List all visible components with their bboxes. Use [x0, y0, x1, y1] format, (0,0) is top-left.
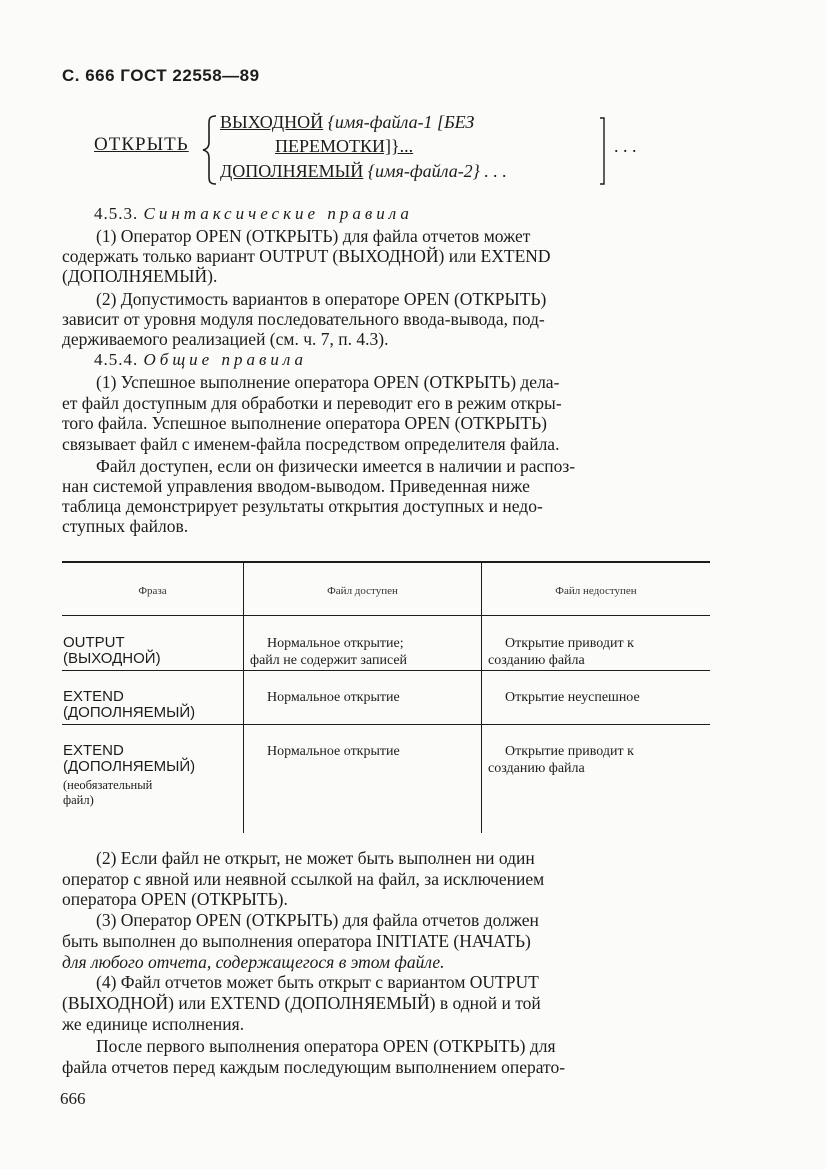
- table-row-2-unavailable: Открытие неуспешное: [505, 690, 640, 705]
- section-454-number: 4.5.4.: [94, 350, 139, 369]
- table-row-1-phrase: OUTPUT (ВЫХОДНОЙ): [63, 634, 161, 667]
- availability-para-line-1: Файл доступен, если он физически имеется в наличии и распоз-: [96, 456, 576, 476]
- syntax-file-1: {имя-файла-1 [БЕЗ: [327, 112, 475, 132]
- availability-para-line-3: таблица демонстрирует результаты открытия доступных и недо-: [62, 496, 543, 516]
- table-header-unavailable: Файл недоступен: [555, 585, 637, 597]
- last-para-line-1: После первого выполнения оператора OPEN (ОТКРЫТЬ) для: [96, 1036, 556, 1056]
- table-row-1-unavailable: Открытие приводит к созданию файла: [488, 636, 634, 668]
- rule-2-line-3: держиваемого реализацией (см. ч. 7, п. 4.3).: [62, 329, 389, 349]
- section-453-title: Синтаксические правила: [143, 204, 413, 223]
- section-453-number: 4.5.3.: [94, 204, 139, 223]
- syntax-verb: ОТКРЫТЬ: [94, 134, 189, 155]
- table-column-rule: [481, 563, 482, 833]
- last-para-line-2: файла отчетов перед каждым последующим выполнением операто-: [62, 1057, 566, 1077]
- general-rule-1-line-3: того файла. Успешное выполнение оператора OPEN (ОТКРЫТЬ): [62, 413, 548, 433]
- table-header-available: Файл доступен: [327, 585, 398, 597]
- rule-2-after-line-1: (2) Если файл не открыт, не может быть выполнен ни один: [96, 848, 535, 868]
- table-row-3-unavailable: Открытие приводит к созданию файла: [488, 744, 634, 776]
- rule-3-line-2: быть выполнен до выполнения оператора INITIATE (НАЧАТЬ): [62, 931, 531, 951]
- general-rule-1-line-4: связывает файл с именем-файла посредством определителя файла.: [62, 434, 560, 454]
- rule-4-line-2: (ВЫХОДНОЙ) или EXTEND (ДОПОЛНЯЕМЫЙ) в одной и той: [62, 993, 541, 1013]
- table-row-2-phrase: EXTEND (ДОПОЛНЯЕМЫЙ): [63, 688, 196, 721]
- rule-3-line-1: (3) Оператор OPEN (ОТКРЫТЬ) для файла отчетов должен: [96, 910, 539, 930]
- rule-4-line-1: (4) Файл отчетов может быть открыт с вариантом OUTPUT: [96, 972, 539, 992]
- syntax-extend-keyword: ДОПОЛНЯЕМЫЙ: [220, 161, 364, 181]
- rule-2-after-line-3: оператора OPEN (ОТКРЫТЬ).: [62, 889, 288, 909]
- table-header-rule: [62, 615, 710, 616]
- rule-2-line-2: зависит от уровня модуля последовательного ввода-вывода, под-: [62, 309, 545, 329]
- rule-1-line-3: (ДОПОЛНЯЕМЫЙ).: [62, 266, 218, 286]
- syntax-trailing-ellipsis: . . .: [614, 136, 637, 156]
- rule-1-line-2: содержать только вариант OUTPUT (ВЫХОДНОЙ) или EXTEND: [62, 246, 551, 266]
- table-row-2-available: Нормальное открытие: [267, 690, 400, 705]
- general-rule-1-line-1: (1) Успешное выполнение оператора OPEN (ОТКРЫТЬ) дела-: [96, 372, 560, 392]
- page-number: 666: [60, 1089, 86, 1108]
- table-row-3-phrase: EXTEND (ДОПОЛНЯЕМЫЙ): [63, 742, 196, 775]
- left-brace-icon: [200, 114, 220, 186]
- rule-4-line-3: же единице исполнения.: [62, 1014, 245, 1034]
- table-top-rule: [62, 561, 710, 563]
- table-row-rule: [62, 724, 710, 725]
- availability-para-line-4: ступных файлов.: [62, 516, 189, 536]
- table-header-phrase: Фраза: [138, 585, 167, 597]
- rule-2-line-1: (2) Допустимость вариантов в операторе OPEN (ОТКРЫТЬ): [96, 289, 547, 309]
- table-row-1-available: Нормальное открытие; файл не содержит записей: [250, 636, 408, 668]
- rule-1-line-1: (1) Оператор OPEN (ОТКРЫТЬ) для файла отчетов может: [96, 226, 531, 246]
- right-bracket-icon: [598, 116, 608, 186]
- table-row-3-phrase-note: (необязательный файл): [63, 778, 153, 807]
- general-rule-1-line-2: ет файл доступным для обработки и переводит его в режим откры-: [62, 393, 562, 413]
- table-row-3-available: Нормальное открытие: [267, 744, 400, 759]
- availability-para-line-2: нан системой управления вводом-выводом. Приведенная ниже: [62, 476, 530, 496]
- syntax-file-2: {имя-файла-2} . . .: [367, 161, 507, 181]
- rule-3-italic-line: для любого отчета, содержащегося в этом файле.: [62, 952, 445, 972]
- section-454-title: Общие правила: [143, 350, 307, 369]
- page-header: С. 666 ГОСТ 22558—89: [62, 66, 260, 85]
- rule-2-after-line-2: оператор с явной или неявной ссылкой на файл, за исключением: [62, 869, 545, 889]
- table-column-rule: [243, 563, 244, 833]
- syntax-output-keyword: ВЫХОДНОЙ: [220, 112, 324, 132]
- syntax-no-rewind: ПЕРЕМОТКИ]}...: [275, 136, 414, 156]
- table-row-rule: [62, 670, 710, 671]
